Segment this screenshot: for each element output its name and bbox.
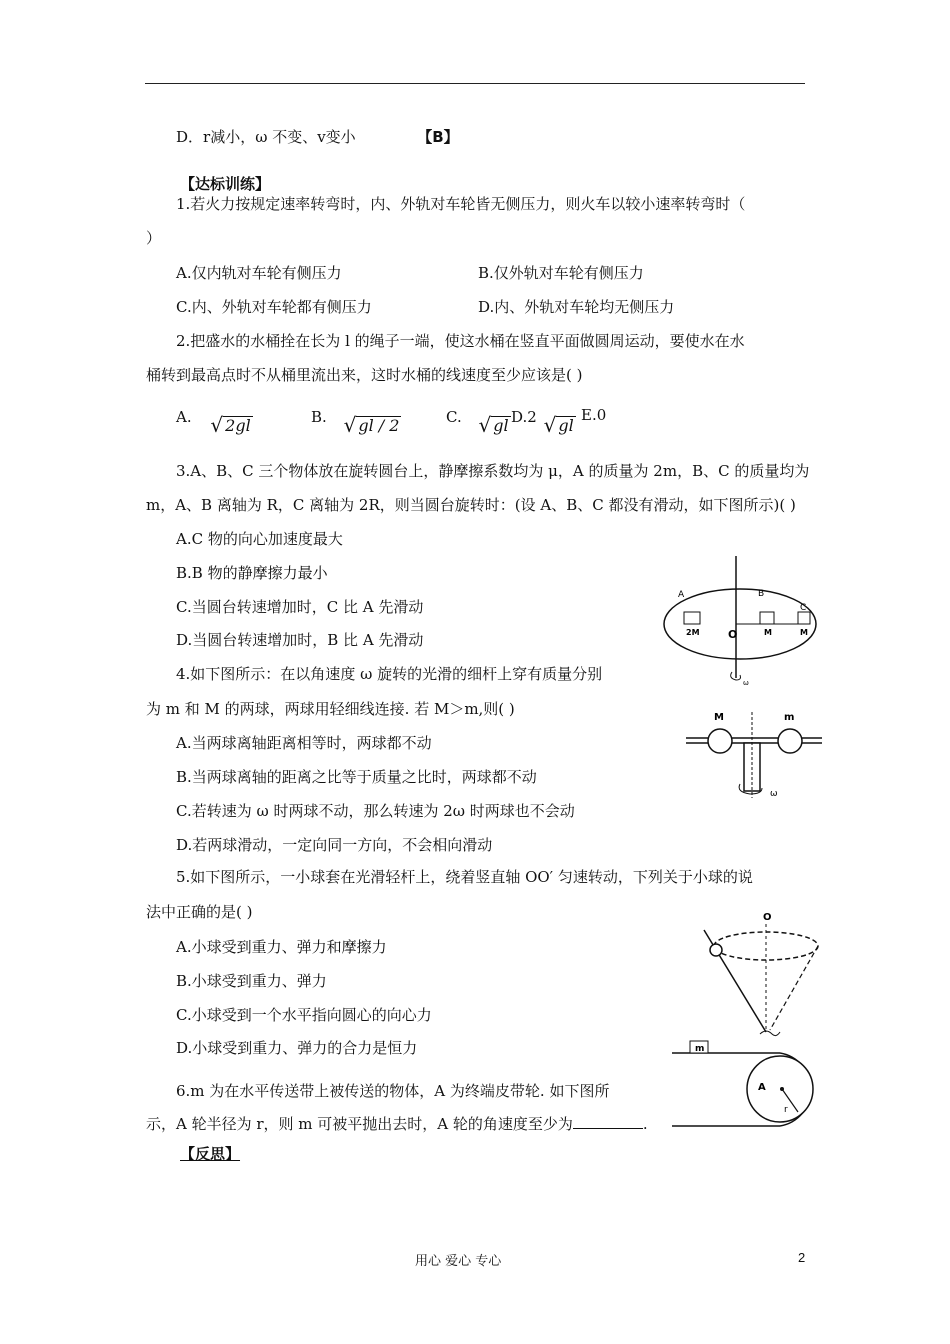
page-number: 2 bbox=[798, 1250, 806, 1265]
q5-option-d: D.小球受到重力、弹力的合力是恒力 bbox=[176, 1039, 418, 1057]
q2-option-c bbox=[446, 405, 511, 437]
header-rule bbox=[145, 83, 805, 84]
label-c: C bbox=[800, 603, 807, 613]
q2-option-a-label: A. bbox=[176, 408, 192, 426]
q4-stem-line1: 4.如下图所示：在以角速度 ω 旋转的光滑的细杆上穿有质量分别 bbox=[176, 665, 603, 683]
q2-stem-line1: 2.把盛水的水桶拴在长为 l 的绳子一端，使这水桶在竖直平面做圆周运动，要使水在水 bbox=[176, 332, 745, 350]
label-small-m: m bbox=[784, 712, 795, 723]
q2-option-a-sqrt: √ 2gl bbox=[210, 413, 251, 437]
q2-option-b bbox=[311, 405, 401, 437]
q2-option-a-expr: 2gl bbox=[225, 416, 251, 435]
q1-option-c: C.内、外轨对车轮都有侧压力 bbox=[176, 298, 372, 316]
q5-option-a: A.小球受到重力、弹力和摩擦力 bbox=[176, 938, 387, 956]
q6-answer-blank bbox=[573, 1114, 643, 1129]
label-a: A bbox=[678, 590, 685, 600]
q4-option-c: C.若转速为 ω 时两球不动，那么转速为 2ω 时两球也不会动 bbox=[176, 802, 575, 820]
q1-option-b: B.仅外轨对车轮有侧压力 bbox=[478, 264, 644, 282]
q6-conveyor-figure bbox=[668, 1036, 828, 1132]
block-b bbox=[760, 612, 774, 624]
label-r: r bbox=[784, 1105, 788, 1115]
option-text: D．r减小，ω 不变、v变小 bbox=[176, 128, 356, 146]
q3-stem-line2: m，A、B 离轴为 R，C 离轴为 2R，则当圆台旋转时：(设 A、B、C 都没有滑动，如下图所示)( ) bbox=[146, 496, 796, 514]
q3-option-d: D.当圆台转速增加时，B 比 A 先滑动 bbox=[176, 631, 424, 649]
cone-side bbox=[770, 946, 818, 1030]
label-b: B bbox=[758, 589, 765, 599]
ball-small-m bbox=[778, 729, 802, 753]
answer-label: 【B】 bbox=[417, 128, 459, 146]
label-a: A bbox=[758, 1082, 766, 1093]
label-mc: M bbox=[800, 628, 808, 637]
q2-option-d-label: D.2 bbox=[511, 408, 537, 426]
label-omega: ω bbox=[743, 679, 749, 687]
label-omega: ω bbox=[770, 789, 778, 799]
q2-option-c-sqrt: √ gl bbox=[478, 413, 509, 437]
q2-option-d-sqrt: √ gl bbox=[543, 413, 574, 437]
block-a bbox=[684, 612, 700, 624]
q5-option-b: B.小球受到重力、弹力 bbox=[176, 972, 327, 990]
q4-option-b: B.当两球离轴的距离之比等于质量之比时，两球都不动 bbox=[176, 768, 537, 786]
q3-option-a: A.C 物的向心加速度最大 bbox=[176, 530, 343, 548]
q5-stem-line1: 5.如下图所示，一小球套在光滑轻杆上，绕着竖直轴 OO′ 匀速转动，下列关于小球的说 bbox=[176, 868, 753, 886]
q6-stem-line2-text: 示，A 轮半径为 r，则 m 可被平抛出去时，A 轮的角速度至少为 bbox=[146, 1115, 573, 1133]
ball bbox=[710, 944, 722, 956]
q3-option-b: B.B 物的静摩擦力最小 bbox=[176, 564, 328, 582]
ball-big-m bbox=[708, 729, 732, 753]
q2-option-d bbox=[511, 405, 576, 437]
q2-option-c-expr: gl bbox=[493, 416, 509, 435]
q5-cone-figure bbox=[700, 908, 830, 1040]
q3-turntable-figure bbox=[660, 552, 825, 692]
q6-stem-line2-period: . bbox=[642, 1115, 648, 1133]
q4-stem-line2: 为 m 和 M 的两球，两球用轻细线连接. 若 M＞m,则( ) bbox=[146, 700, 515, 718]
q1-stem-line2: ） bbox=[146, 229, 162, 247]
q2-stem-line2: 桶转到最高点时不从桶里流出来，这时水桶的线速度至少应该是( ) bbox=[146, 366, 583, 384]
q1-stem-line1: 1.若火力按规定速率转弯时，内、外轨对车轮皆无侧压力，则火车以较小速率转弯时（ bbox=[176, 195, 746, 213]
section-title: 【达标训练】 bbox=[180, 175, 271, 193]
block-c bbox=[798, 612, 810, 624]
q5-option-c: C.小球受到一个水平指向圆心的向心力 bbox=[176, 1006, 432, 1024]
label-2m: 2M bbox=[686, 628, 700, 637]
q2-option-c-label: C. bbox=[446, 408, 462, 426]
label-o: O bbox=[728, 628, 738, 641]
label-big-m: M bbox=[714, 712, 724, 723]
q4-option-d: D.若两球滑动，一定向同一方向，不会相向滑动 bbox=[176, 836, 493, 854]
q4-option-a: A.当两球离轴距离相等时，两球都不动 bbox=[176, 734, 432, 752]
q2-option-e: E.0 bbox=[581, 406, 607, 424]
q5-stem-line2: 法中正确的是( ) bbox=[146, 903, 253, 921]
q2-option-d-expr: gl bbox=[558, 416, 574, 435]
label-mb: M bbox=[764, 628, 772, 637]
q2-option-a bbox=[176, 405, 253, 437]
q3-stem-line1: 3.A、B、C 三个物体放在旋转圆台上，静摩擦系数均为 μ，A 的质量为 2m，B、C 的质量均为 bbox=[176, 462, 810, 480]
q2-option-b-label: B. bbox=[311, 408, 327, 426]
q4-rod-figure bbox=[682, 708, 827, 808]
reflection-title: 【反思】 bbox=[180, 1145, 241, 1163]
q6-stem-line2 bbox=[146, 1114, 648, 1134]
rotation-mark-icon bbox=[760, 1031, 780, 1036]
q1-option-a: A.仅内轨对车轮有侧压力 bbox=[176, 264, 342, 282]
q1-option-d: D.内、外轨对车轮均无侧压力 bbox=[478, 298, 675, 316]
page-footer: 用心 爱心 专心 bbox=[415, 1254, 502, 1269]
prev-question-option-d bbox=[176, 127, 459, 147]
label-o: O bbox=[763, 912, 772, 923]
q2-option-b-sqrt: √ gl / 2 bbox=[343, 413, 400, 437]
q6-stem-line1: 6.m 为在水平传送带上被传送的物体，A 为终端皮带轮. 如下图所 bbox=[176, 1082, 610, 1100]
q2-option-b-expr: gl / 2 bbox=[358, 416, 400, 435]
q3-option-c: C.当圆台转速增加时，C 比 A 先滑动 bbox=[176, 598, 424, 616]
label-m: m bbox=[695, 1044, 705, 1054]
